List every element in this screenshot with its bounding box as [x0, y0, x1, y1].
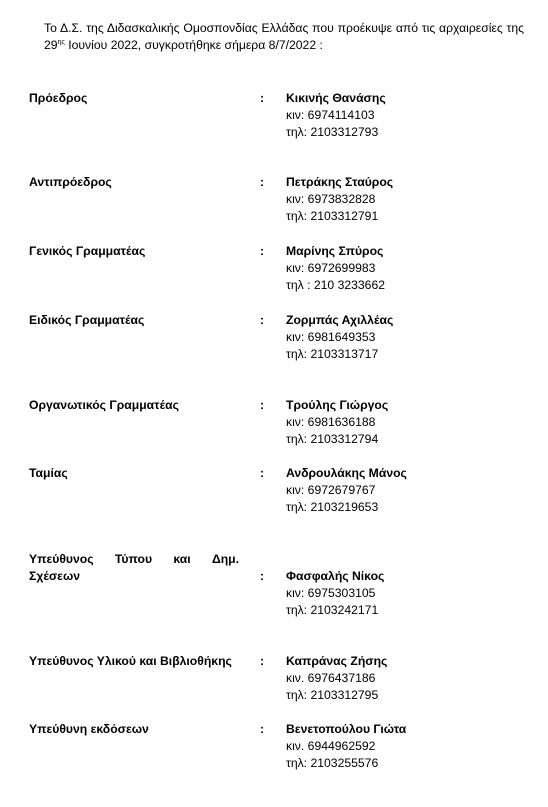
member-mobile: κιν: 6972699983	[286, 261, 376, 275]
member-info	[286, 312, 393, 363]
member-colon: :	[260, 244, 265, 258]
member-name: Τρούλης Γιώργος	[286, 398, 389, 412]
member-role-line2: Σχέσεων	[29, 569, 81, 583]
member-role: Υπεύθυνη εκδόσεων	[29, 722, 149, 736]
member-name: Κικινής Θανάσης	[286, 91, 386, 105]
member-phone: τηλ: 2103312795	[286, 688, 379, 702]
member-mobile: κιν. 6944962592	[286, 739, 376, 753]
member-role-word: και	[173, 552, 191, 566]
member-mobile: κιν: 6972679767	[286, 483, 376, 497]
member-colon: :	[260, 466, 265, 480]
intro-text-1: Το Δ.Σ. της Διδασκαλικής Ομοσπονδίας Ελλάδας που προέκυψε από τις αρχαιρεσίες της 29	[44, 21, 524, 52]
member-phone: τηλ: 2103313717	[286, 347, 379, 361]
member-role-word: Τύπου	[114, 552, 153, 566]
member-role-word: Δημ.	[211, 552, 239, 566]
member-role: Πρόεδρος	[29, 91, 88, 105]
member-phone: τηλ: 2103312791	[286, 209, 379, 223]
member-info	[286, 568, 384, 619]
member-colon: :	[260, 722, 265, 736]
member-phone: τηλ: 2103312794	[286, 432, 379, 446]
member-phone: τηλ: 2103255576	[286, 756, 379, 770]
member-colon: :	[260, 654, 265, 668]
intro-text-2: Ιουνίου 2022, συγκροτήθηκε σήμερα 8/7/2022 :	[64, 38, 323, 52]
member-role: Αντιπρόεδρος	[29, 175, 112, 189]
member-phone: τηλ: 2103219653	[286, 500, 379, 514]
member-name: Μαρίνης Σπύρος	[286, 244, 384, 258]
member-mobile: κιν: 6973832828	[286, 192, 376, 206]
member-colon: :	[260, 91, 265, 105]
member-role: Υπεύθυνος Υλικού και Βιβλιοθήκης	[29, 654, 232, 668]
intro-paragraph	[44, 20, 524, 54]
member-name: Ζορμπάς Αχιλλέας	[286, 313, 394, 327]
intro-superscript: ης	[57, 39, 65, 46]
member-role: Οργανωτικός Γραμματέας	[29, 398, 179, 412]
member-role: Ταμίας	[29, 466, 68, 480]
member-info	[286, 90, 386, 141]
member-role: Ειδικός Γραμματέας	[29, 313, 145, 327]
member-name: Πετράκης Σταύρος	[286, 175, 394, 189]
member-info	[286, 721, 406, 772]
member-name: Ανδρουλάκης Μάνος	[286, 466, 407, 480]
member-role: Γενικός Γραμματέας	[29, 244, 146, 258]
member-info	[286, 174, 393, 225]
member-name: Βενετοπούλου Γιώτα	[286, 722, 407, 736]
member-role	[29, 551, 239, 585]
member-info	[286, 397, 388, 448]
member-role-line1	[29, 551, 239, 568]
member-info	[286, 465, 407, 516]
member-name: Φασφαλής Νίκος	[286, 569, 385, 583]
member-colon: :	[260, 398, 265, 412]
member-phone: τηλ : 210 3233662	[286, 278, 386, 292]
member-mobile: κιν: 6981636188	[286, 415, 376, 429]
member-info	[286, 243, 385, 294]
member-phone: τηλ: 2103312793	[286, 125, 379, 139]
member-phone: τηλ: 2103242171	[286, 603, 379, 617]
member-colon: :	[260, 569, 265, 583]
member-mobile: κιν: 6981649353	[286, 330, 376, 344]
member-colon: :	[260, 175, 265, 189]
member-colon: :	[260, 313, 265, 327]
member-info	[286, 653, 387, 704]
member-name: Καπράνας Ζήσης	[286, 654, 388, 668]
member-mobile: κιν. 6976437186	[286, 671, 376, 685]
member-role-word: Υπεύθυνος	[29, 552, 94, 566]
member-mobile: κιν: 6975303105	[286, 586, 376, 600]
member-mobile: κιν: 6974114103	[286, 108, 375, 122]
